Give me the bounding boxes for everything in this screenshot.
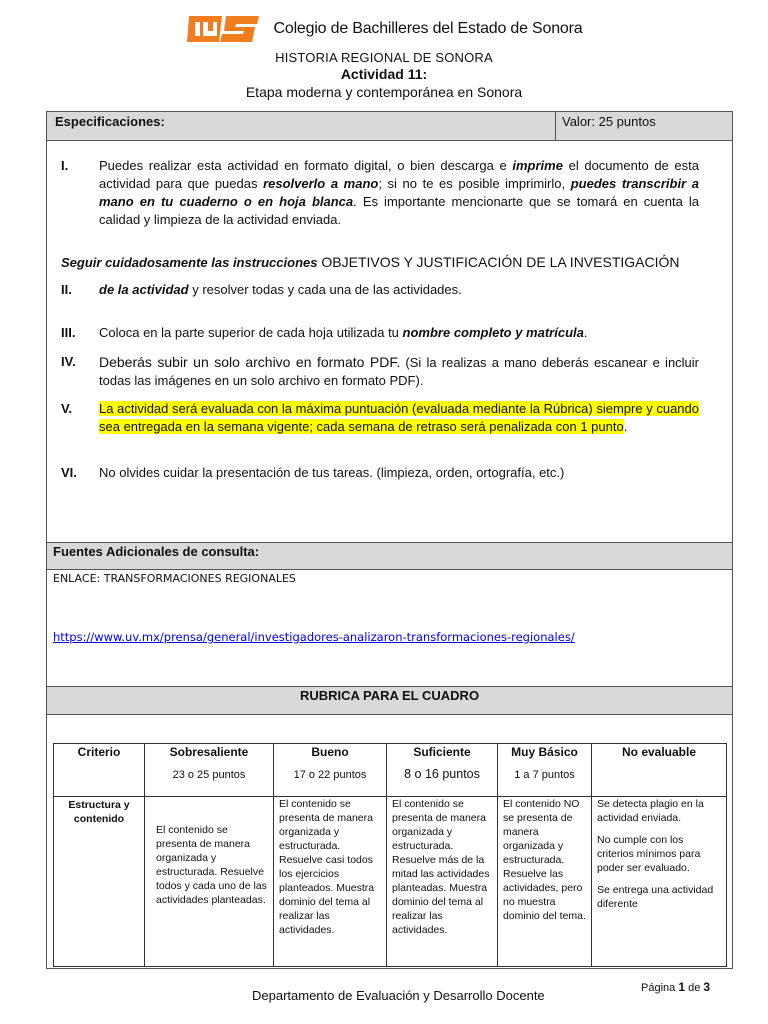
item-number: I. [61, 158, 69, 173]
text-run: el documento de esta actividad para que puedas [99, 158, 700, 191]
page-word: Página [641, 982, 676, 994]
text-run: . [623, 419, 628, 434]
rubric-title-bar: RUBRICA PARA EL CUADRO [46, 686, 733, 715]
header-logo-row [0, 12, 768, 46]
no-evaluable-reason: Se detecta plagio en la actividad enviada. [597, 798, 704, 824]
emphasis-text: Seguir cuidadosamente las instrucciones [61, 255, 318, 270]
level-name: Suficiente [413, 745, 471, 759]
text-run: Deberás subir un solo archivo en formato PDF. [99, 354, 401, 370]
page-current: 1 [678, 980, 686, 994]
no-evaluable-reason: Se entrega una actividad diferente [597, 884, 714, 910]
emphasis-text: resolverlo a mano [263, 176, 379, 191]
cell-suficiente: El contenido se presenta de manera organizada y estructurada. Resuelve más de la mitad las actividades planteadas. Muestra dominio del tema al realizar las actividades. [387, 797, 498, 967]
text-run: OBJETIVOS Y JUSTIFICACIÓN DE LA INVESTIGACIÓN [317, 254, 680, 270]
text-run: Coloca en la parte superior de cada hoja utilizada tu [99, 325, 403, 340]
footer-department: Departamento de Evaluación y Desarrollo Docente [252, 988, 545, 1003]
text-run: (Si la realizas a mano deberás escanear e incluir todas las imágenes en un solo archivo en formato PDF). [99, 355, 700, 388]
cobach-logo [186, 14, 260, 44]
cell-sobresaliente: El contenido se presenta de manera organizada y estructurada. Resuelve todos y cada uno de las actividades planteadas. [145, 797, 274, 967]
rubric-row [54, 797, 727, 967]
item-number: V. [61, 401, 73, 416]
level-points: 8 o 16 puntos [404, 767, 480, 781]
cell-no-evaluable [592, 797, 727, 967]
page-number [641, 980, 710, 994]
text-run: . [583, 325, 588, 340]
emphasis-text: puedes transcribir a mano en tu cuaderno o en hoja blanca [99, 176, 699, 209]
text-run: ; si no te es posible imprimirlo, [378, 176, 571, 191]
level-name: Muy Básico [511, 745, 578, 759]
activity-subtitle: Etapa moderna y contemporánea en Sonora [245, 84, 523, 100]
subject-title: HISTORIA REGIONAL DE SONORA [275, 50, 493, 65]
specifications-bar [46, 111, 733, 141]
activity-value: Valor: 25 puntos [562, 114, 656, 129]
row-criterio: Estructura y contenido [54, 797, 145, 967]
cell-muy-basico: El contenido NO se presenta de manera organizada y estructurada. Resuelve las actividades, pero no muestra dominio del tema. [498, 797, 592, 967]
text-run: y resolver todas y cada una de las actividades. [188, 282, 462, 297]
sources-body [46, 570, 733, 686]
item-text [99, 324, 699, 342]
specifications-body [46, 141, 733, 542]
level-name: Bueno [311, 745, 349, 759]
rubric-header-row [54, 744, 727, 797]
sources-bar: Fuentes Adicionales de consulta: [46, 542, 733, 570]
level-points: 17 o 22 puntos [293, 769, 367, 781]
item-text [99, 400, 699, 436]
header-no-evaluable: No evaluable [592, 744, 727, 797]
header-bueno [274, 744, 387, 797]
header-sobresaliente [145, 744, 274, 797]
text-run: Puedes realizar esta actividad en formato digital, o bien descarga e [99, 158, 513, 173]
level-points: 1 a 7 puntos [514, 769, 575, 781]
no-evaluable-reason: No cumple con los criterios mínimos para poder ser evaluado. [597, 834, 701, 874]
header-suficiente [387, 744, 498, 797]
item-text [99, 157, 699, 229]
item-text: No olvides cuidar la presentación de tus tareas. (limpieza, orden, ortografía, etc.) [99, 465, 565, 480]
item-number: VI. [61, 465, 77, 480]
header-criterio: Criterio [54, 744, 145, 797]
emphasis-text: de la actividad [99, 282, 189, 297]
follow-instructions-line [61, 253, 721, 272]
document-header [0, 12, 768, 100]
item-number: II. [61, 282, 72, 297]
college-name: Colegio de Bachilleres del Estado de Sonora [273, 20, 583, 37]
link-label: ENLACE: TRANSFORMACIONES REGIONALES [53, 572, 296, 585]
item-number: IV. [61, 354, 76, 369]
highlighted-text: La actividad será evaluada con la máxima puntuación (evaluada mediante la Rúbrica) siempre y cuando sea entregada en la semana vigente; cada semana de retraso será penalizada con 1 punto [99, 401, 699, 434]
item-text [99, 353, 699, 390]
emphasis-text: imprime [512, 158, 563, 173]
level-points: 23 o 25 puntos [172, 769, 246, 781]
item-number: III. [61, 325, 76, 340]
header-muy-basico [498, 744, 592, 797]
page-of: de [688, 982, 701, 994]
activity-title: Actividad 11: [340, 66, 428, 82]
specifications-label: Especificaciones: [47, 112, 556, 140]
reference-link[interactable]: https://www.uv.mx/prensa/general/investigadores-analizaron-transformaciones-regionales/ [53, 630, 575, 644]
level-name: Sobresaliente [169, 745, 249, 759]
emphasis-text: nombre completo y matrícula [402, 325, 584, 340]
text-run: . Es importante mencionarte que se tomará en cuenta la calidad y limpieza de la actividad enviada. [99, 194, 699, 227]
rubric-table [53, 743, 727, 967]
cell-bueno: El contenido se presenta de manera organizada y estructurada. Resuelve casi todos los ejercicios planteados. Muestra dominio del tema al realizar las actividades. [274, 797, 387, 967]
item-text [99, 281, 699, 299]
page-total: 3 [703, 980, 711, 994]
